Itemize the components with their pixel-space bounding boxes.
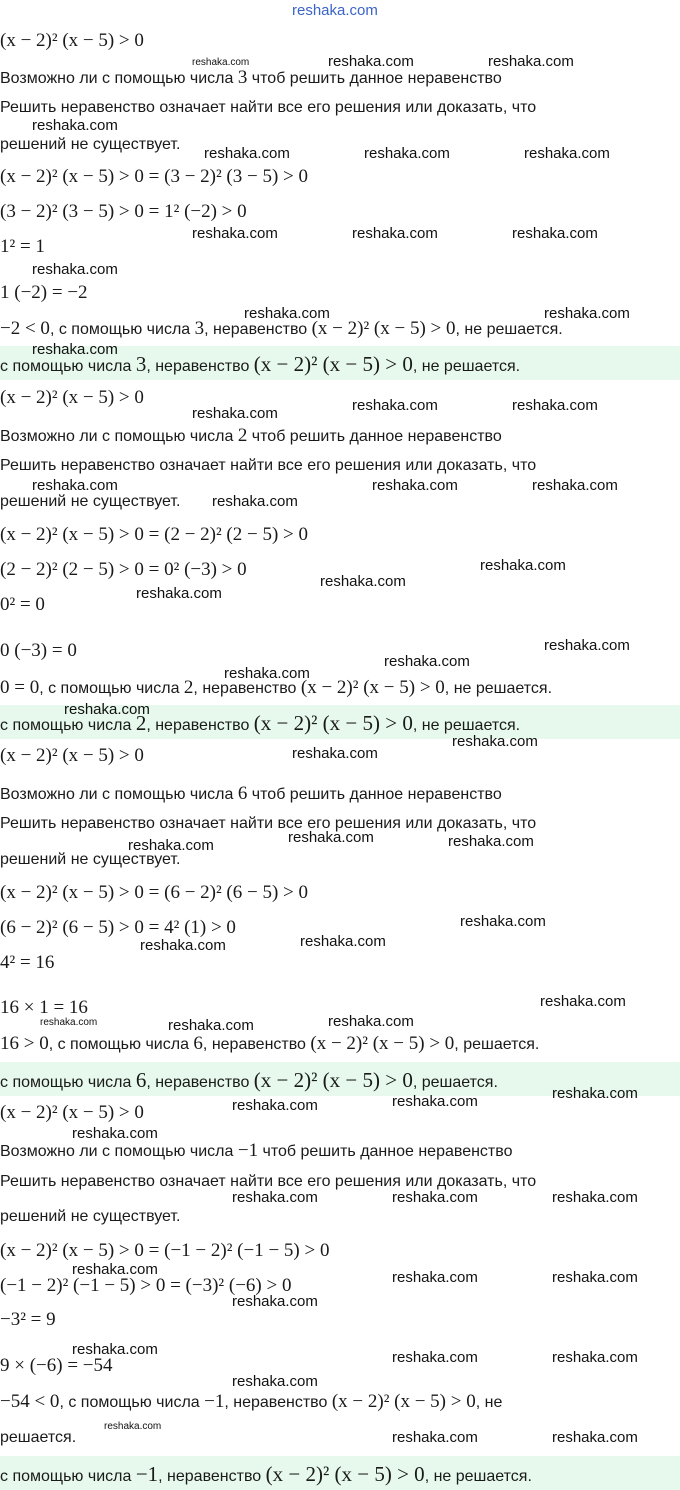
answer-number: 6: [135, 1068, 147, 1092]
watermark: reshaka.com: [392, 1093, 478, 1110]
watermark: reshaka.com: [232, 1189, 318, 1206]
watermark: reshaka.com: [512, 397, 598, 414]
watermark: reshaka.com: [72, 1261, 158, 1278]
watermark: reshaka.com: [32, 117, 118, 134]
watermark: reshaka.com: [320, 573, 406, 590]
watermark: reshaka.com: [552, 1269, 638, 1286]
step: (3 − 2)² (3 − 5) > 0 = 1² (−2) > 0: [0, 201, 247, 222]
conclusion-text: , неравенство: [202, 1036, 311, 1053]
watermark: reshaka.com: [72, 1341, 158, 1358]
step: 1 (−2) = −2: [0, 282, 88, 303]
answer-text: , неравенство: [146, 717, 254, 734]
watermark: reshaka.com: [192, 405, 278, 422]
conclusion-number: 2: [183, 677, 194, 698]
question-number: −1: [237, 1140, 259, 1161]
watermark: reshaka.com: [448, 833, 534, 850]
watermark: reshaka.com: [480, 557, 566, 574]
question: [0, 425, 502, 447]
step: 0² = 0: [0, 594, 45, 615]
question: [0, 783, 502, 805]
watermark: reshaka.com: [544, 637, 630, 654]
question-text: Возможно ли с помощью числа: [0, 786, 238, 803]
conclusion-text: , с помощью числа: [49, 321, 195, 338]
answer-inequality: (x − 2)² (x − 5) > 0: [265, 1462, 425, 1486]
watermark: reshaka.com: [364, 145, 450, 162]
answer-number: 3: [135, 352, 147, 376]
conclusion-text: , не: [475, 1394, 503, 1411]
step: 9 × (−6) = −54: [0, 1355, 113, 1376]
answer-inequality: (x − 2)² (x − 5) > 0: [253, 352, 413, 376]
watermark-top: reshaka.com: [292, 2, 378, 19]
watermark: reshaka.com: [168, 1017, 254, 1034]
watermark: reshaka.com: [32, 341, 118, 358]
watermark: reshaka.com: [288, 829, 374, 846]
watermark: reshaka.com: [104, 1421, 162, 1432]
watermark: reshaka.com: [64, 701, 150, 718]
answer-text: , неравенство: [146, 358, 254, 375]
watermark: reshaka.com: [352, 225, 438, 242]
question-text: чтоб решить данное неравенство: [247, 70, 502, 87]
watermark: reshaka.com: [524, 145, 610, 162]
watermark: reshaka.com: [328, 1013, 414, 1030]
conclusion: [0, 1391, 502, 1413]
question-text: чтоб решить данное неравенство: [258, 1143, 513, 1160]
watermark: reshaka.com: [244, 305, 330, 322]
conclusion-math: 16 > 0: [0, 1033, 49, 1054]
watermark: reshaka.com: [32, 477, 118, 494]
watermark: reshaka.com: [352, 397, 438, 414]
conclusion-text: , неравенство: [193, 680, 301, 697]
step: (x − 2)² (x − 5) > 0 = (6 − 2)² (6 − 5) > 0: [0, 882, 309, 903]
conclusion-math: 0 = 0: [0, 677, 40, 698]
conclusion-text: , неравенство: [204, 321, 312, 338]
question-text: чтоб решить данное неравенство: [247, 786, 502, 803]
watermark: reshaka.com: [232, 1373, 318, 1390]
step: 0 (−3) = 0: [0, 640, 77, 661]
watermark: reshaka.com: [552, 1429, 638, 1446]
answer-text: , неравенство: [146, 1074, 254, 1091]
question-text: чтоб решить данное неравенство: [247, 428, 502, 445]
watermark: reshaka.com: [460, 913, 546, 930]
step: (x − 2)² (x − 5) > 0 = (−1 − 2)² (−1 − 5) > 0: [0, 1240, 330, 1261]
question-text: Возможно ли с помощью числа: [0, 70, 238, 87]
step: (x − 2)² (x − 5) > 0 = (3 − 2)² (3 − 5) > 0: [0, 166, 309, 187]
watermark: reshaka.com: [32, 261, 118, 278]
answer-text: , не решается.: [412, 358, 521, 375]
watermark: reshaka.com: [392, 1269, 478, 1286]
watermark: reshaka.com: [384, 653, 470, 670]
definition-line: решений не существует.: [0, 493, 181, 510]
conclusion-text: , решается.: [454, 1036, 540, 1053]
watermark: reshaka.com: [488, 53, 574, 70]
watermark: reshaka.com: [224, 665, 310, 682]
conclusion-math: −54 < 0: [0, 1391, 60, 1412]
watermark: reshaka.com: [72, 1125, 158, 1142]
watermark: reshaka.com: [140, 937, 226, 954]
question-number: 6: [237, 783, 248, 804]
watermark: reshaka.com: [532, 477, 618, 494]
definition-line: Решить неравенство означает найти все его решения или доказать, что: [0, 1173, 537, 1190]
watermark: reshaka.com: [512, 225, 598, 242]
inequality: (x − 2)² (x − 5) > 0: [0, 745, 144, 766]
step: 1² = 1: [0, 236, 45, 257]
conclusion-text: , с помощью числа: [59, 1394, 205, 1411]
answer-text: , решается.: [412, 1074, 498, 1091]
answer-text: с помощью числа: [0, 1468, 136, 1485]
watermark: reshaka.com: [544, 305, 630, 322]
conclusion-inequality: (x − 2)² (x − 5) > 0: [310, 1033, 455, 1054]
watermark: reshaka.com: [192, 57, 250, 68]
watermark: reshaka.com: [292, 745, 378, 762]
conclusion-number: 6: [193, 1033, 203, 1054]
step: (2 − 2)² (2 − 5) > 0 = 0² (−3) > 0: [0, 559, 247, 580]
conclusion-text: , с помощью числа: [39, 680, 184, 697]
watermark: reshaka.com: [300, 933, 386, 950]
watermark: reshaka.com: [392, 1189, 478, 1206]
watermark: reshaka.com: [136, 585, 222, 602]
definition-line: Решить неравенство означает найти все его решения или доказать, что: [0, 99, 537, 116]
conclusion-inequality: (x − 2)² (x − 5) > 0: [331, 1391, 476, 1412]
step: (6 − 2)² (6 − 5) > 0 = 4² (1) > 0: [0, 917, 236, 938]
watermark: reshaka.com: [40, 1017, 98, 1028]
answer-text: с помощью числа: [0, 1074, 136, 1091]
conclusion-wrap: решается.: [0, 1429, 77, 1446]
watermark: reshaka.com: [232, 1097, 318, 1114]
inequality: (x − 2)² (x − 5) > 0: [0, 30, 144, 51]
answer-inequality: (x − 2)² (x − 5) > 0: [253, 711, 413, 735]
watermark: reshaka.com: [328, 53, 414, 70]
question-number: 3: [237, 67, 248, 88]
watermark: reshaka.com: [204, 145, 290, 162]
definition-line: Решить неравенство означает найти все его решения или доказать, что: [0, 457, 537, 474]
question-text: Возможно ли с помощью числа: [0, 428, 238, 445]
watermark: reshaka.com: [212, 493, 298, 510]
watermark: reshaka.com: [392, 1429, 478, 1446]
watermark: reshaka.com: [392, 1349, 478, 1366]
question: [0, 67, 502, 89]
conclusion-math: −2 < 0: [0, 318, 50, 339]
step: −3² = 9: [0, 1309, 56, 1330]
answer-highlight: [0, 1456, 680, 1490]
watermark: reshaka.com: [452, 733, 538, 750]
watermark: reshaka.com: [192, 225, 278, 242]
answer-text: с помощью числа: [0, 717, 136, 734]
conclusion-number: −1: [204, 1391, 225, 1412]
definition-line: Решить неравенство означает найти все его решения или доказать, что: [0, 815, 537, 832]
step: 4² = 16: [0, 952, 55, 973]
conclusion-text: , не решается.: [455, 321, 563, 338]
watermark: reshaka.com: [552, 1085, 638, 1102]
watermark: reshaka.com: [552, 1349, 638, 1366]
conclusion: [0, 1033, 539, 1055]
conclusion-text: , не решается.: [444, 680, 553, 697]
inequality: (x − 2)² (x − 5) > 0: [0, 387, 144, 408]
conclusion-inequality: (x − 2)² (x − 5) > 0: [300, 677, 445, 698]
answer-number: 2: [135, 711, 147, 735]
conclusion-number: 3: [194, 318, 205, 339]
conclusion-text: , неравенство: [224, 1394, 332, 1411]
conclusion-text: , с помощью числа: [48, 1036, 194, 1053]
answer-text: , неравенство: [158, 1468, 266, 1485]
definition-line: решений не существует.: [0, 1208, 181, 1225]
step: 16 × 1 = 16: [0, 997, 88, 1018]
step: (−1 − 2)² (−1 − 5) > 0 = (−3)² (−6) > 0: [0, 1275, 292, 1296]
question-text: Возможно ли с помощью числа: [0, 1143, 238, 1160]
definition-line: решений не существует.: [0, 136, 181, 153]
watermark: reshaka.com: [540, 993, 626, 1010]
answer-text: с помощью числа: [0, 358, 136, 375]
answer-inequality: (x − 2)² (x − 5) > 0: [253, 1068, 413, 1092]
inequality: (x − 2)² (x − 5) > 0: [0, 1102, 144, 1123]
answer-number: −1: [135, 1462, 159, 1486]
watermark: reshaka.com: [128, 837, 214, 854]
watermark: reshaka.com: [372, 477, 458, 494]
definition-line: решений не существует.: [0, 851, 181, 868]
question-number: 2: [237, 425, 248, 446]
conclusion-inequality: (x − 2)² (x − 5) > 0: [311, 318, 456, 339]
step: (x − 2)² (x − 5) > 0 = (2 − 2)² (2 − 5) > 0: [0, 524, 309, 545]
answer-text: , не решается.: [412, 717, 521, 734]
watermark: reshaka.com: [552, 1189, 638, 1206]
watermark: reshaka.com: [232, 1293, 318, 1310]
answer-text: , не решается.: [424, 1468, 532, 1485]
question: [0, 1140, 512, 1162]
